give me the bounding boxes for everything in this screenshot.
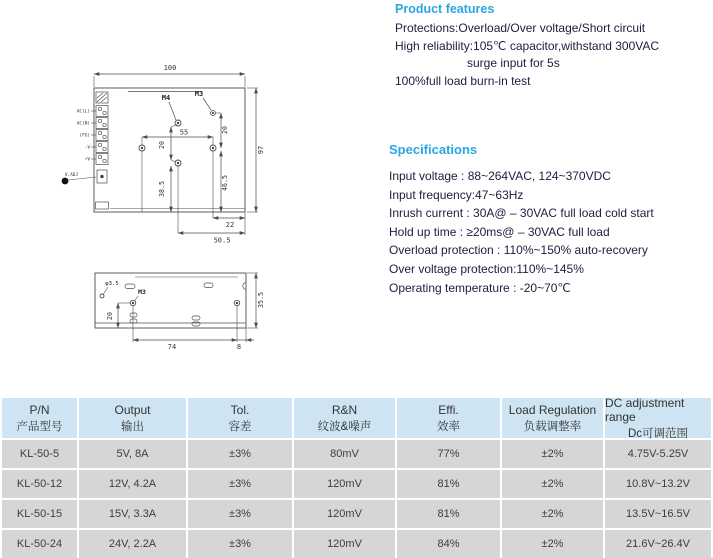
product-features-section <box>395 2 711 90</box>
dim-20-center <box>158 125 177 163</box>
vadj-knob-dot <box>62 178 69 185</box>
terminal-label-acn: AC(N) <box>76 121 90 127</box>
svg-text:8: 8 <box>236 343 242 351</box>
dim-55 <box>142 129 213 146</box>
svg-text:97: 97 <box>257 145 265 155</box>
svg-text:22: 22 <box>225 221 235 229</box>
cell-load-regulation: ±2% <box>502 500 603 528</box>
dim-8 <box>237 340 254 351</box>
cell-output: 24V, 2.2A <box>79 530 186 558</box>
cell-efficiency: 84% <box>397 530 500 558</box>
cell-tolerance: ±3% <box>188 470 292 498</box>
terminal-label-minusv: -V <box>84 145 90 151</box>
cell-dc-range: 10.8V~13.2V <box>605 470 711 498</box>
case-outline <box>94 88 245 212</box>
m4-label: M4 <box>161 94 171 102</box>
svg-text:55: 55 <box>179 128 189 137</box>
terminal-label-acl: AC(L) <box>76 109 90 115</box>
m3-label-top: M3 <box>194 90 204 98</box>
cell-output: 15V, 3.3A <box>79 500 186 528</box>
col-header-output: Output 输出 <box>79 398 186 438</box>
terminal-label-fg: (FG) <box>79 133 90 139</box>
spec-line-input-frequency: Input frequency:47~63Hz <box>389 187 524 202</box>
right-edge-notch <box>243 283 246 290</box>
spec-line-overvoltage-protection: Over voltage protection:110%~145% <box>389 261 584 276</box>
bottom-left-tab <box>96 202 109 209</box>
mounting-holes-side-view <box>130 300 239 305</box>
cell-load-regulation: ±2% <box>502 530 603 558</box>
phi-hole <box>100 294 104 298</box>
dim-46-5 <box>221 151 229 212</box>
terminal-strip <box>96 92 108 183</box>
cell-load-regulation: ±2% <box>502 470 603 498</box>
dim-35-5 <box>247 273 265 328</box>
dim-100 <box>94 64 245 87</box>
svg-text:74: 74 <box>167 343 177 351</box>
product-features-title: Product features <box>395 2 495 16</box>
svg-text:20: 20 <box>221 126 229 134</box>
spec-line-holdup-time: Hold up time : ≥20ms@ – 30VAC full load <box>389 224 610 239</box>
dim-38-5 <box>158 166 171 212</box>
dim-74 <box>133 340 237 351</box>
spec-line-input-voltage: Input voltage : 88~264VAC, 124~370VDC <box>389 169 611 183</box>
spec-line-operating-temperature: Operating temperature : -20~70℃ <box>389 280 571 295</box>
cell-efficiency: 77% <box>397 440 500 468</box>
svg-text:20: 20 <box>106 312 114 320</box>
specifications-section <box>389 142 713 297</box>
cell-dc-range: 21.6V~26.4V <box>605 530 711 558</box>
spec-line-overload-protection: Overload protection : 110%~150% auto-recovery <box>389 243 648 258</box>
col-header-dc-adjust-range: DC adjustment range Dc可调范围 <box>605 398 711 438</box>
phi-label: φ3.5 <box>105 281 119 287</box>
col-header-tolerance: Tol. 容差 <box>188 398 292 438</box>
cell-efficiency: 81% <box>397 500 500 528</box>
col-header-pn: P/N 产品型号 <box>2 398 77 438</box>
dim-side-20 <box>106 303 130 328</box>
svg-text:20: 20 <box>158 141 166 149</box>
cell-tolerance: ±3% <box>188 530 292 558</box>
dimension-drawings <box>50 50 330 400</box>
dim-20-right <box>216 113 229 148</box>
cell-ripple: 80mV <box>294 440 395 468</box>
feature-line: 100%full load burn-in test <box>395 73 531 88</box>
terminal-labels <box>65 109 91 179</box>
specifications-title: Specifications <box>389 142 478 157</box>
svg-text:38.5: 38.5 <box>158 181 166 197</box>
terminal-label-vadj: V.ADJ <box>64 173 78 178</box>
cell-tolerance: ±3% <box>188 500 292 528</box>
cell-pn: KL-50-15 <box>2 500 77 528</box>
dim-22 <box>213 218 245 229</box>
terminal-label-plusv: +V <box>84 157 90 163</box>
cell-tolerance: ±3% <box>188 440 292 468</box>
col-header-efficiency: Effi. 效率 <box>397 398 500 438</box>
feature-line: surge input for 5s <box>467 56 560 71</box>
col-header-load-regulation: Load Regulation 负载调整率 <box>502 398 603 438</box>
m3-label-side: M3 <box>138 288 146 296</box>
cell-ripple: 120mV <box>294 500 395 528</box>
cell-load-regulation: ±2% <box>502 440 603 468</box>
side-view-drawing <box>95 273 265 351</box>
dim-50-5 <box>178 233 245 245</box>
cell-output: 12V, 4.2A <box>79 470 186 498</box>
top-view-drawing <box>62 64 265 245</box>
cell-pn: KL-50-24 <box>2 530 77 558</box>
feature-line: High reliability:105℃ capacitor,withstand 300VAC <box>395 38 660 53</box>
cell-efficiency: 81% <box>397 470 500 498</box>
cell-output: 5V, 8A <box>79 440 186 468</box>
cell-ripple: 120mV <box>294 530 395 558</box>
mounting-holes-top-view <box>139 111 216 166</box>
cell-pn: KL-50-5 <box>2 440 77 468</box>
model-spec-table <box>2 395 711 558</box>
cell-dc-range: 13.5V~16.5V <box>605 500 711 528</box>
svg-text:46.5: 46.5 <box>221 175 229 191</box>
svg-text:100: 100 <box>163 64 177 72</box>
col-header-ripple-noise: R&N 纹波&噪声 <box>294 398 395 438</box>
svg-text:35.5: 35.5 <box>257 292 265 308</box>
dim-97 <box>247 88 265 212</box>
cell-dc-range: 4.75V-5.25V <box>605 440 711 468</box>
feature-line: Protections:Overload/Over voltage/Short circuit <box>395 21 646 35</box>
cell-ripple: 120mV <box>294 470 395 498</box>
svg-text:50.5: 50.5 <box>213 236 231 245</box>
spec-line-inrush-current: Inrush current : 30A@ – 30VAC full load cold start <box>389 206 654 221</box>
cell-pn: KL-50-12 <box>2 470 77 498</box>
